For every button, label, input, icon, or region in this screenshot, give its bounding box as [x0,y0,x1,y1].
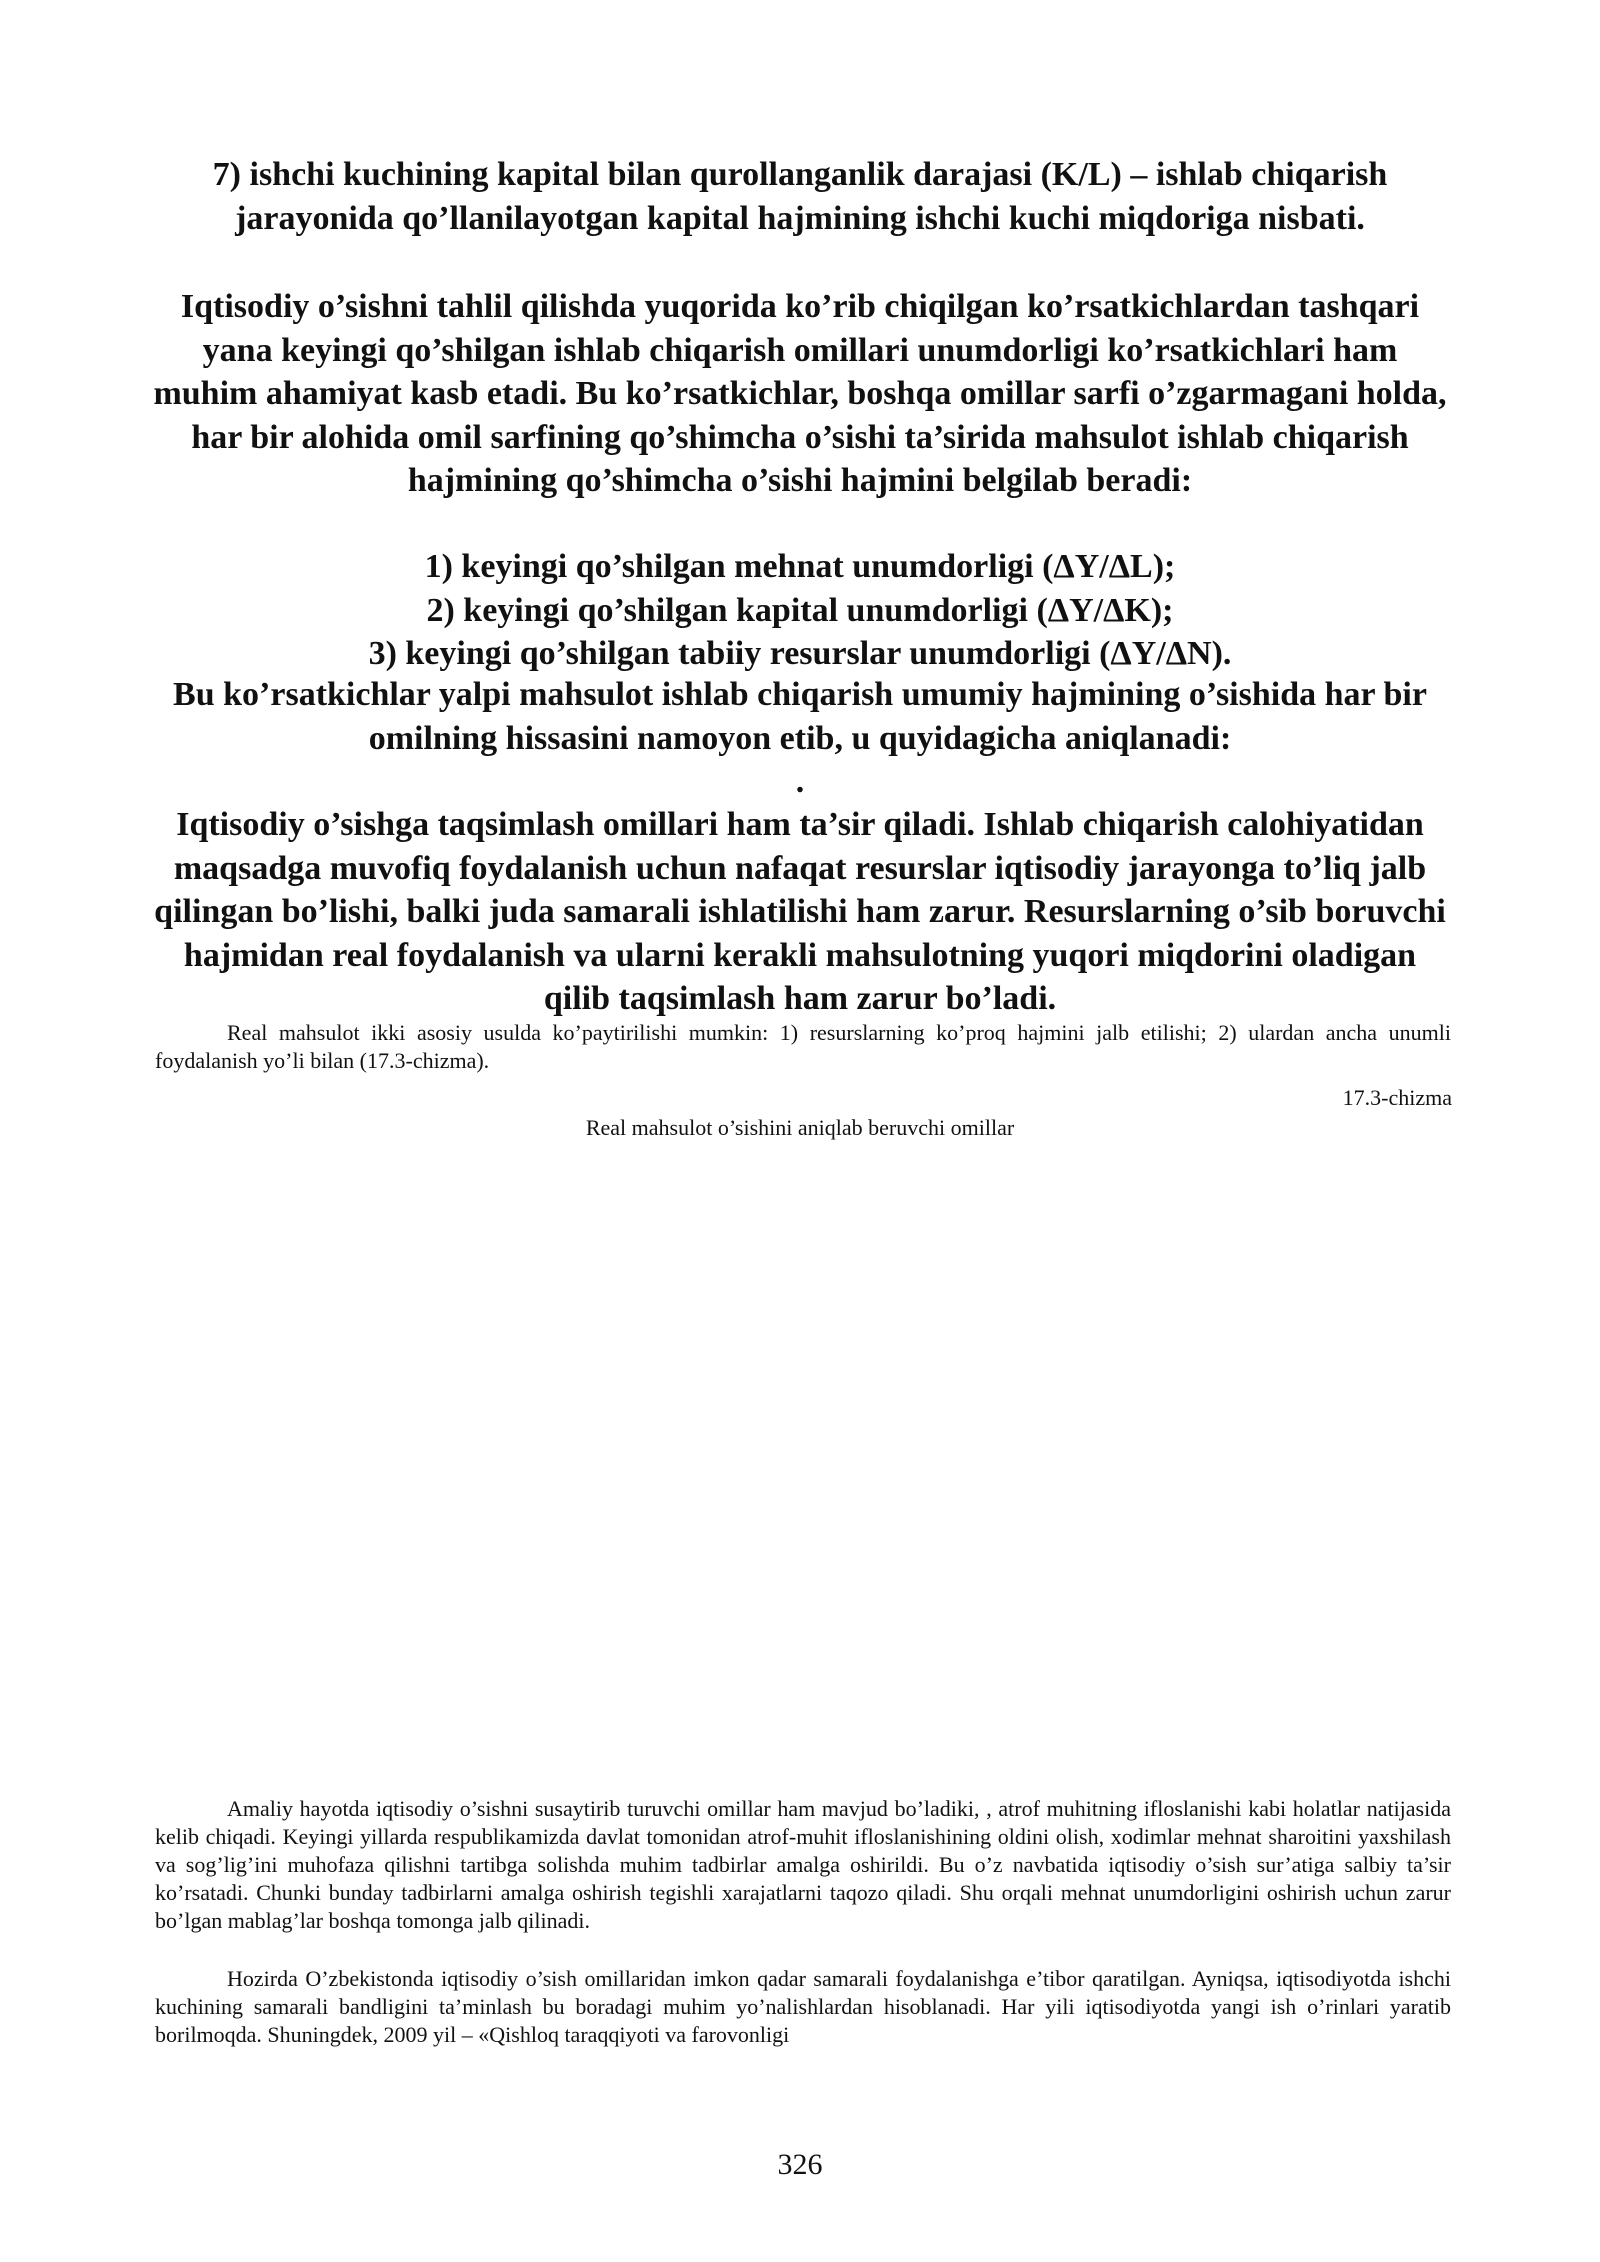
list-item: 2) keyingi qo’shilgan kapital unumdorligi (ΔY/ΔK); [426,591,1174,629]
page-number: 326 [777,2148,823,2181]
figure-blank-area [155,1160,1451,1780]
formula-dot: . [795,763,805,800]
list-item: 1) keyingi qo’shilgan mehnat unumdorligi (ΔY/ΔL); [424,548,1176,585]
list-item: 3) keyingi qo’shilgan tabiiy resurslar unumdorligi (ΔY/ΔN). [368,635,1232,672]
uzbekistan-text: Hozirda O’zbekistonda iqtisodiy o’sish omillaridan imkon qadar samarali foydalanishga e’tibor qaratilgan. Ayniqsa, iqtisodiyotda ishchi kuchining samarali bandligini ta’minlash bu boradagi muhim yo’nalishlardan hisoblanadi. Har yili iqtisodiyotda yangi ish o’rinlari yaratib borilmoqda. Shuningdek, 2009 yil – «Qishloq taraqqiyoti va farovonligi [155,1966,1451,2047]
distribution-text: Iqtisodiy o’sishga taqsimlash omillari ham ta’sir qiladi. Ishlab chiqarish calohiyatidan maqsadga muvofiq foydalanish uchun nafaqat resurslar iqtisodiy jarayonga to’liq jalb qilingan bo’lishi, balki juda samarali ishlatilishi ham zarur. Resurslarning o’sib boruvchi hajmidan real foydalanish va ularni kerakli mahsulotning yuqori miqdorini oladigan qilib taqsimlash ham zarur bo’ladi. [154,806,1446,1017]
item-7-paragraph [150,153,1450,240]
item-7-text: 7) ishchi kuchining kapital bilan qurollanganlik darajasi (K/L) – ishlab chiqarish jarayonida qo’llanilayotgan kapital hajmining ishchi kuchi miqdoriga nisbati. [212,156,1388,237]
practice-text: Amaliy hayotda iqtisodiy o’sishni susaytirib turuvchi omillar ham mavjud bo’ladiki, , atrof muhitning ifloslanishi kabi holatlar natijasida kelib chiqadi. Keyingi yillarda respublikamizda davlat tomonidan atrof-muhit ifloslanishining oldini olish, xodimlar mehnat sharoitini yaxshilash va sog’lig’ini muhofaza qilishni tartibga solishda muhim tadbirlar amalga oshirildi. Bu o’z navbatida iqtisodiy o’sish sur’atiga salbiy ta’sir ko’rsatadi. Chunki bunday tadbirlarni amalga oshirish tegishli xarajatlarni taqozo qiladi. Shu orqali mehnat unumdorligini oshirish uchun zarur bo’lgan mablag’lar boshqa tomonga jalb qilinadi. [155,1796,1451,1933]
real-output-paragraph [155,1019,1451,1075]
distribution-paragraph [150,803,1450,1021]
contribution-paragraph [150,673,1450,760]
growth-analysis-paragraph [150,285,1450,503]
real-output-text: Real mahsulot ikki asosiy usulda ko’paytirilishi mumkin: 1) resurslarning ko’proq hajmini jalb etilishi; 2) ulardan ancha unumli foydalanish yo’li bilan (17.3-chizma). [155,1020,1451,1073]
formula-placeholder [150,760,1450,804]
productivity-list [150,545,1450,676]
practice-paragraph [155,1795,1451,1935]
figure-number: 17.3-chizma [1342,1085,1452,1110]
growth-analysis-text: Iqtisodiy o’sishni tahlil qilishda yuqorida ko’rib chiqilgan ko’rsatkichlardan tashqari yana keyingi qo’shilgan ishlab chiqarish omillari unumdorligi ko’rsatkichlari ham muhim ahamiyat kasb etadi. Bu ko’rsatkichlar, boshqa omillar sarfi o’zgarmagani holda, har bir alohida omil sarfining qo’shimcha o’sishi ta’sirida mahsulot ishlab chiqarish hajmining qo’shimcha o’sishi hajmini belgilab beradi: [153,288,1447,499]
uzbekistan-paragraph [155,1965,1451,2049]
figure-title: Real mahsulot o’sishini aniqlab beruvchi omillar [585,1115,1015,1140]
contribution-text: Bu ko’rsatkichlar yalpi mahsulot ishlab chiqarish umumiy hajmining o’sishida har bir omilning hissasini namoyon etib, u quyidagicha aniqlanadi: [173,676,1427,757]
